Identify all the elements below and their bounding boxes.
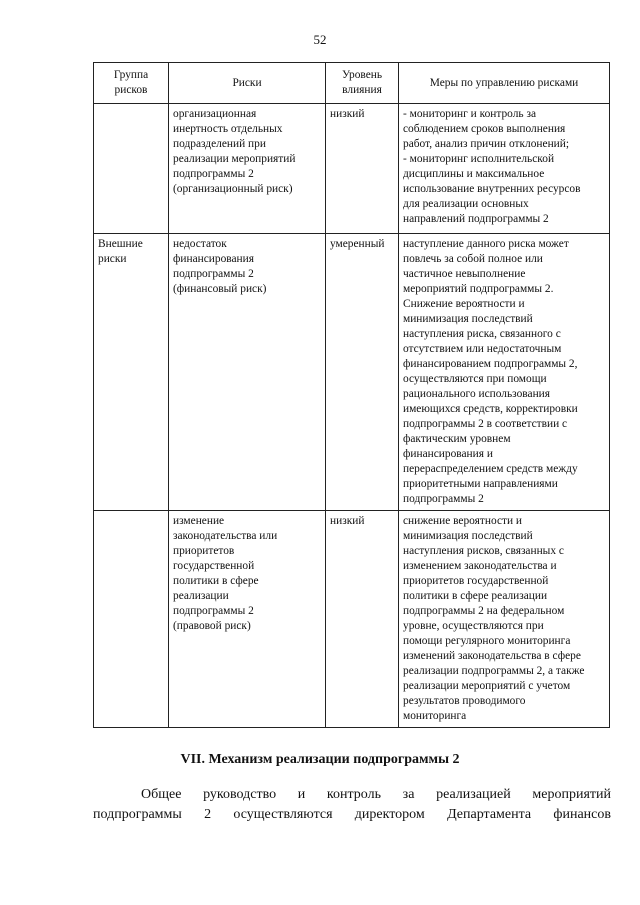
cell-impact-level: низкий <box>326 511 399 728</box>
cell-risk-measures: - мониторинг и контроль за соблюдением сроков выполнения работ, анализ причин отклонений; - мониторинг исполнительской дисциплины и максимальное использование внутренних ресурсов для реализации основных направлений подпрограммы 2 <box>399 104 610 234</box>
cell-impact-level: умеренный <box>326 234 399 511</box>
header-risk-measures: Меры по управлению рисками <box>399 63 610 104</box>
risk-management-table <box>93 62 610 728</box>
cell-risk-group <box>94 511 169 728</box>
header-risks: Риски <box>169 63 326 104</box>
cell-risk: изменение законодательства или приоритетов государственной политики в сфере реализации подпрограммы 2 (правовой риск) <box>169 511 326 728</box>
cell-risk-group: Внешние риски <box>94 234 169 511</box>
cell-risk-measures: наступление данного риска может повлечь за собой полное или частичное невыполнение мероприятий подпрограммы 2. Снижение вероятности и минимизация последствий наступления риска, связанного с отсутствием или недостаточным финансированием подпрограммы 2, осуществляются при помощи рационального использования имеющихся средств, корректировки подпрограммы 2 в соответствии с фактическим уровнем финансирования и перераспределением средств между приоритетными направлениями подпрограммы 2 <box>399 234 610 511</box>
section-title: VII. Механизм реализации подпрограммы 2 <box>180 752 460 767</box>
cell-risk-group <box>94 104 169 234</box>
table-row <box>94 511 610 728</box>
cell-risk: недостаток финансирования подпрограммы 2 (финансовый риск) <box>169 234 326 511</box>
page-number: 52 <box>313 32 327 47</box>
paragraph-line: Общее руководство и контроль за реализацией мероприятий <box>141 787 611 802</box>
table-header-row <box>94 63 610 104</box>
body-paragraph <box>93 785 611 825</box>
cell-impact-level: низкий <box>326 104 399 234</box>
paragraph-line: подпрограммы 2 осуществляются директором Департамента финансов <box>93 807 611 822</box>
table-row <box>94 104 610 234</box>
header-risk-group: Группа рисков <box>94 63 169 104</box>
header-impact-level: Уровень влияния <box>326 63 399 104</box>
cell-risk-measures: снижение вероятности и минимизация последствий наступления рисков, связанных с изменением законодательства и приоритетов государственной политики в сфере реализации подпрограммы 2 на федеральном уровне, осуществляются при помощи регулярного мониторинга изменений законодательства в сфере реализации подпрограммы 2, а также реализации мероприятий с учетом результатов проводимого мониторинга <box>399 511 610 728</box>
table-row <box>94 234 610 511</box>
cell-risk: организационная инертность отдельных подразделений при реализации мероприятий подпрограммы 2 (организационный риск) <box>169 104 326 234</box>
